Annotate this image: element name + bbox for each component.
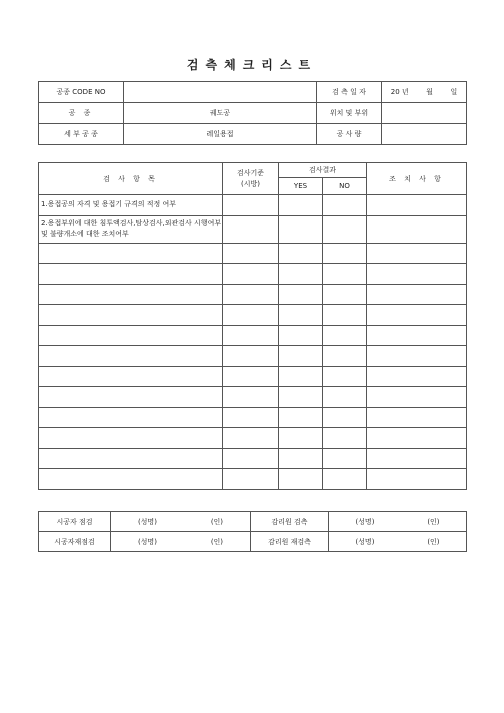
col-yes-header: YES	[279, 178, 323, 195]
seal-label: (인)	[210, 517, 224, 526]
table-row	[39, 469, 467, 490]
item-cell[interactable]	[39, 325, 223, 346]
action-cell[interactable]	[367, 284, 467, 305]
check-item-1: 1.용접공의 자격 및 용접기 규격의 적정 여부	[39, 195, 223, 216]
table-row	[39, 243, 467, 264]
no-cell[interactable]	[323, 366, 367, 387]
no-cell[interactable]	[323, 284, 367, 305]
action-cell[interactable]	[367, 195, 467, 216]
page-title: 검측체크리스트	[186, 58, 318, 72]
action-cell[interactable]	[367, 243, 467, 264]
table-row	[39, 407, 467, 428]
standard-label: 검사기준	[236, 168, 265, 177]
col-no-header: NO	[323, 178, 367, 195]
yes-cell[interactable]	[279, 366, 323, 387]
col-standard-header	[223, 163, 279, 195]
yes-cell[interactable]	[279, 195, 323, 216]
item-cell[interactable]	[39, 469, 223, 490]
action-cell[interactable]	[367, 366, 467, 387]
checklist-table	[38, 162, 467, 490]
no-cell[interactable]	[323, 387, 367, 408]
action-cell[interactable]	[367, 407, 467, 428]
name-label: (성명)	[355, 537, 375, 546]
contractor-recheck-sign[interactable]	[111, 532, 251, 552]
signature-table	[38, 511, 467, 552]
yes-cell[interactable]	[279, 387, 323, 408]
no-cell[interactable]	[323, 195, 367, 216]
supervisor-check-sign[interactable]	[329, 512, 467, 532]
item-cell[interactable]	[39, 387, 223, 408]
no-cell[interactable]	[323, 325, 367, 346]
standard-cell[interactable]	[223, 407, 279, 428]
no-cell[interactable]	[323, 469, 367, 490]
standard-cell[interactable]	[223, 243, 279, 264]
yes-cell[interactable]	[279, 469, 323, 490]
action-cell[interactable]	[367, 215, 467, 243]
table-row	[39, 215, 467, 243]
code-value[interactable]	[124, 82, 317, 103]
item-cell[interactable]	[39, 264, 223, 285]
item-cell[interactable]	[39, 284, 223, 305]
item-cell[interactable]	[39, 366, 223, 387]
action-cell[interactable]	[367, 448, 467, 469]
action-cell[interactable]	[367, 387, 467, 408]
no-cell[interactable]	[323, 305, 367, 326]
no-cell[interactable]	[323, 215, 367, 243]
name-label: (성명)	[355, 517, 375, 526]
table-row	[39, 195, 467, 216]
contractor-recheck-label: 시공자재점검	[39, 532, 111, 552]
yes-cell[interactable]	[279, 346, 323, 367]
standard-cell[interactable]	[223, 387, 279, 408]
yes-cell[interactable]	[279, 448, 323, 469]
standard-cell[interactable]	[223, 215, 279, 243]
quantity-label: 공 사 량	[317, 124, 382, 145]
action-cell[interactable]	[367, 264, 467, 285]
standard-cell[interactable]	[223, 284, 279, 305]
contractor-check-sign[interactable]	[111, 512, 251, 532]
action-cell[interactable]	[367, 346, 467, 367]
table-row	[39, 448, 467, 469]
seal-label: (인)	[427, 517, 440, 526]
work-type-label: 공 종	[39, 103, 124, 124]
supervisor-check-label: 감리원 검측	[251, 512, 329, 532]
location-value[interactable]	[382, 103, 467, 124]
seal-label: (인)	[210, 537, 224, 546]
name-label: (성명)	[137, 537, 157, 546]
standard-cell[interactable]	[223, 195, 279, 216]
standard-cell[interactable]	[223, 366, 279, 387]
standard-cell[interactable]	[223, 448, 279, 469]
date-year: 20 년	[390, 88, 409, 96]
yes-cell[interactable]	[279, 243, 323, 264]
yes-cell[interactable]	[279, 264, 323, 285]
action-cell[interactable]	[367, 325, 467, 346]
no-cell[interactable]	[323, 264, 367, 285]
table-row	[39, 325, 467, 346]
work-type-value[interactable]: 궤도공	[124, 103, 317, 124]
table-row	[39, 284, 467, 305]
yes-cell[interactable]	[279, 215, 323, 243]
action-cell[interactable]	[367, 469, 467, 490]
item-cell[interactable]	[39, 428, 223, 449]
no-cell[interactable]	[323, 243, 367, 264]
yes-cell[interactable]	[279, 428, 323, 449]
standard-cell[interactable]	[223, 428, 279, 449]
header-info-table	[38, 81, 467, 145]
action-cell[interactable]	[367, 305, 467, 326]
name-label: (성명)	[137, 517, 157, 526]
action-cell[interactable]	[367, 428, 467, 449]
location-label: 위치 및 부위	[317, 103, 382, 124]
check-item-2: 2.용접부위에 대한 침투액검사,탐상검사,외관검사 시행여부 및 불량개소에 대한 조치여부	[39, 215, 223, 243]
item-cell[interactable]	[39, 448, 223, 469]
item-cell[interactable]	[39, 407, 223, 428]
yes-cell[interactable]	[279, 284, 323, 305]
date-month: 월	[426, 88, 433, 96]
standard-cell[interactable]	[223, 325, 279, 346]
contractor-check-label: 시공자 점검	[39, 512, 111, 532]
col-result-header: 검사결과	[279, 163, 367, 178]
supervisor-recheck-sign[interactable]	[329, 532, 467, 552]
table-row	[39, 366, 467, 387]
table-row	[39, 387, 467, 408]
sub-work-value[interactable]: 레일용접	[124, 124, 317, 145]
yes-cell[interactable]	[279, 407, 323, 428]
table-row	[39, 346, 467, 367]
no-cell[interactable]	[323, 448, 367, 469]
standard-cell[interactable]	[223, 264, 279, 285]
no-cell[interactable]	[323, 346, 367, 367]
supervisor-recheck-label: 감리원 재검측	[251, 532, 329, 552]
standard-cell[interactable]	[223, 305, 279, 326]
col-action-header: 조 치 사 항	[367, 163, 467, 195]
code-label: 공종 CODE NO	[39, 82, 124, 103]
standard-sub-label: (시방)	[241, 179, 260, 188]
item-cell[interactable]	[39, 346, 223, 367]
table-row	[39, 428, 467, 449]
no-cell[interactable]	[323, 407, 367, 428]
col-item-header: 검 사 항 목	[39, 163, 223, 195]
standard-cell[interactable]	[223, 346, 279, 367]
yes-cell[interactable]	[279, 325, 323, 346]
quantity-value[interactable]	[382, 124, 467, 145]
date-label: 검 측 일 자	[317, 82, 382, 103]
item-cell[interactable]	[39, 243, 223, 264]
date-value[interactable]	[382, 82, 467, 103]
yes-cell[interactable]	[279, 305, 323, 326]
table-row	[39, 305, 467, 326]
item-cell[interactable]	[39, 305, 223, 326]
standard-cell[interactable]	[223, 469, 279, 490]
sub-work-label: 세 부 공 종	[39, 124, 124, 145]
date-day: 일	[450, 88, 458, 96]
seal-label: (인)	[427, 537, 440, 546]
table-row	[39, 264, 467, 285]
no-cell[interactable]	[323, 428, 367, 449]
